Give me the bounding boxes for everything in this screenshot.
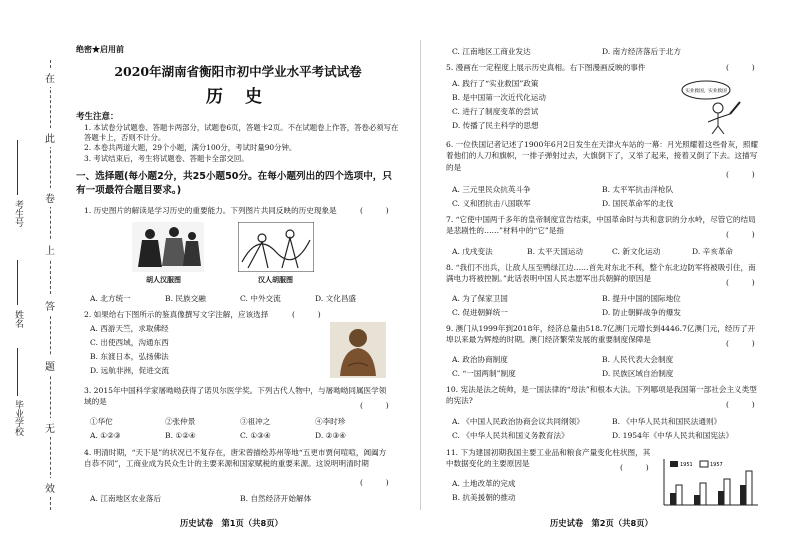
margin-char: 此	[43, 128, 57, 147]
confidential-mark: 绝密★启用前	[76, 44, 124, 54]
column-divider	[420, 40, 421, 510]
question-5-stem: 5. 漫画在一定程度上展示历史真相。右下图漫画反映的事件	[446, 63, 646, 72]
question-8-options	[452, 293, 752, 321]
candidate-number-line	[17, 140, 18, 195]
option-c[interactable]: C. 义和团抗击八国联军	[452, 199, 531, 208]
binding-margin	[0, 0, 70, 560]
option-d[interactable]: D. ②③④	[315, 431, 347, 440]
bar	[700, 483, 706, 505]
exam-title: 2020年湖南省衡阳市初中学业水平考试试卷	[114, 64, 362, 79]
question-7-options	[452, 246, 752, 258]
legend-swatch-1957	[700, 461, 708, 467]
bar	[676, 485, 682, 505]
image-caption: 汉人胡服图	[258, 276, 293, 284]
candidate-number-label: 考生号	[13, 200, 23, 227]
answer-bracket: ( )	[726, 339, 755, 348]
question-9-stem: 9. 澳门从1999年到2018年，经济总量由518.7亿澳门元增长到4446.7亿澳门元，经历了开埠以来最为辉煌的时期。澳门经济繁荣发展的重要制度保障是	[446, 324, 756, 345]
image-caption: 胡人汉服图	[146, 276, 181, 284]
option-d[interactable]: D. 文化昌盛	[315, 294, 357, 303]
answer-bracket: ( )	[726, 400, 755, 409]
note-item: 2. 本卷共两道大题，29个小题，满分100分，考试时量90分钟。	[84, 143, 297, 153]
question-2-stem: 2. 如果给右下图所示的鉴真像撰写文字注解，应该选择	[84, 310, 269, 319]
bar	[740, 485, 746, 505]
option-b[interactable]: B. 人民代表大会制度	[602, 355, 674, 364]
question-1-stem: 1. 历史图片的解读是学习历史的重要能力。下列图片共同反映的历史现象是	[84, 206, 337, 215]
option-b[interactable]: B. 太平军抗击洋枪队	[602, 185, 674, 194]
jianzhen-statue-image	[330, 322, 386, 378]
option-b[interactable]: B. 东渡日本，弘扬佛法	[90, 352, 169, 361]
option-c[interactable]: C. “一国两制”制度	[452, 369, 516, 378]
option-a[interactable]: A. 土地改革的完成	[452, 479, 516, 488]
option-b[interactable]: B. 太平天国运动	[527, 247, 583, 256]
cartoon-image	[678, 78, 748, 134]
option-a[interactable]: A. ①②③	[90, 431, 121, 440]
option-b[interactable]: B. 是中国第一次近代化运动	[452, 93, 546, 102]
option-a[interactable]: A. 政治协商制度	[452, 355, 508, 364]
option-a[interactable]: A. 北方统一	[90, 294, 131, 303]
question-10-options	[452, 416, 762, 444]
question-9-options	[452, 354, 752, 382]
school-label: 毕业学校	[13, 400, 23, 436]
question-2-options	[90, 323, 320, 383]
option-c[interactable]: C. ①③④	[240, 431, 271, 440]
name-label: 姓名	[13, 310, 23, 328]
legend-swatch-1951	[670, 461, 678, 467]
option-c[interactable]: C. 江南地区工商业发达	[452, 47, 531, 56]
option-b[interactable]: B. 《中华人民共和国民法通则》	[612, 417, 722, 426]
legend-1957: 1957	[710, 462, 723, 468]
option-b[interactable]: B. 抗美援朝的推动	[452, 493, 516, 502]
question-6-stem: 6. 一位佚国记者记述了1900年6月2日发生在天津火车站的一幕：月光照耀着这些骨灰，照耀着他们的人刀和旗帜，一排子弹射过去，大旗倒下了，又举了起来，接着又倒了下去。这描写的是	[446, 140, 759, 172]
margin-char: 卷	[43, 188, 57, 207]
question-4-options-cont	[452, 46, 752, 58]
question-11-options	[452, 478, 652, 506]
answer-bracket: ( )	[360, 401, 389, 410]
margin-char: 无	[43, 418, 57, 437]
answer-bracket: ( )	[360, 206, 389, 215]
option-d[interactable]: D. 辛亥革命	[692, 247, 734, 256]
option-b[interactable]: B. 提升中国的国际地位	[602, 294, 681, 303]
bar	[746, 471, 752, 505]
question-7-stem: 7. “它使中国两千多年的皇帝制度宣告结束，中国革命时与共和意识的分水岭，尽管它的结局是悲剧性的……”材料中的“它”是指	[446, 215, 756, 236]
margin-char: 效	[43, 478, 57, 497]
question-1-options	[90, 293, 390, 305]
bar	[670, 493, 676, 505]
note-item: 3. 考试结束后，考生将试题卷、答题卡全部交回。	[84, 153, 249, 163]
option-d[interactable]: D. 民族区域自治制度	[602, 369, 674, 378]
item-1: ①华佗	[90, 417, 113, 426]
option-a[interactable]: A. 践行了“实业救国”政策	[452, 79, 539, 88]
bar	[724, 479, 730, 505]
option-d[interactable]: D. 国民革命军的北伐	[602, 199, 674, 208]
question-6-options	[452, 184, 752, 212]
answer-bracket: ( )	[726, 63, 755, 72]
hu-in-han-dress-image	[132, 222, 204, 272]
option-a[interactable]: A. 三元里民众抗英斗争	[452, 185, 531, 194]
answer-bracket: ( )	[292, 310, 321, 319]
option-c[interactable]: C. 促进朝鲜统一	[452, 308, 508, 317]
option-b[interactable]: B. 民族交融	[165, 294, 206, 303]
option-a[interactable]: A. 江南地区农业落后	[90, 494, 162, 503]
item-3: ③祖冲之	[240, 417, 271, 426]
option-c[interactable]: C. 出使西域，沟通东西	[90, 338, 169, 347]
answer-bracket: ( )	[360, 478, 389, 487]
option-d[interactable]: D. 南方经济落后于北方	[602, 47, 681, 56]
option-c[interactable]: C. 新文化运动	[612, 247, 661, 256]
option-b[interactable]: B. 自然经济开始解体	[240, 494, 312, 503]
question-3-options	[90, 416, 390, 446]
page-footer-1: 历史试卷 第1页（共8页）	[180, 518, 283, 528]
speech-bubble-text: 实业救国，实业救国	[685, 89, 727, 94]
page-footer-2: 历史试卷 第2页（共8页）	[550, 518, 653, 528]
option-c[interactable]: C. 《中华人民共和国义务教育法》	[452, 431, 569, 440]
question-8-stem: 8. “我们不出兵，让敌人压至鸭绿江边……首先对东北不利，整个东北边防军将被吸引住，南满电力将被控制。”此话表明中国人民志愿军出兵朝鲜的原因是	[446, 263, 756, 284]
answer-bracket: ( )	[726, 230, 755, 239]
subject-title: 历 史	[206, 87, 270, 107]
option-c[interactable]: C. 进行了制度变革的尝试	[452, 107, 539, 116]
question-4-stem: 4. 明清时期，“天下是”的状况已不复存在，唐宋曾描绘苏州等地“五更市贾何喧喧，阊阖方自恭不同”，工商业成为民众生计的主要来源和国家赋税的重要来源。这说明明清时期	[84, 448, 387, 469]
option-a[interactable]: A. 《中国人民政治协商会议共同纲领》	[452, 417, 584, 426]
answer-bracket: ( )	[726, 278, 755, 287]
option-c[interactable]: C. 中外交流	[240, 294, 281, 303]
option-a[interactable]: A. 戊戌变法	[452, 247, 493, 256]
name-line	[17, 260, 18, 305]
margin-char: 上	[43, 240, 57, 259]
bar	[694, 495, 700, 505]
item-4: ④李时珍	[315, 417, 346, 426]
notes-list	[84, 123, 400, 164]
notes-heading: 考生注意：	[76, 112, 119, 122]
margin-char: 题	[43, 356, 57, 375]
option-d[interactable]: D. 防止朝鲜战争的爆发	[602, 308, 681, 317]
option-a[interactable]: A. 为了保家卫国	[452, 294, 508, 303]
option-a[interactable]: A. 西游天竺，求取佛经	[90, 324, 169, 333]
question-11-stem: 11. 下为建国初期我国主要工业品和粮食产量变化柱状图，其中数据变化的主要原因是	[446, 448, 651, 469]
option-d[interactable]: D. 传播了民主科学的思想	[452, 121, 539, 130]
margin-char: 答	[43, 296, 57, 315]
answer-bracket: ( )	[726, 170, 755, 179]
margin-char: 在	[43, 68, 57, 87]
section-heading: 一、选择题(每小题2分，共25小题50分。在每小题列出的四个选项中，只有一项最符合题目要求。)	[76, 171, 392, 197]
note-item: 1. 本试卷分试题卷、答题卡两部分，试题卷6页，答题卡2页。不在试题卷上作答，答卷必须写在答题卡上，否则不计分。	[84, 123, 399, 143]
question-10-stem: 10. 宪法是法之统帅，是一国法律的“母法”和根本大法。下列哪项是我国第一部社会主义类型的宪法?	[446, 385, 757, 406]
option-d[interactable]: D. 远航非洲，促进交流	[90, 366, 169, 375]
school-line	[17, 348, 18, 396]
legend-1951: 1951	[680, 462, 693, 468]
question-3-stem: 3. 2015年中国科学家屠呦呦获得了诺贝尔医学奖。下列古代人物中，与屠呦呦同属医学领域的是	[84, 386, 387, 407]
bar	[718, 491, 724, 505]
han-in-hu-dress-image	[238, 222, 314, 272]
item-2: ②张仲景	[165, 417, 196, 426]
production-bar-chart	[660, 455, 760, 511]
option-b[interactable]: B. ①②④	[165, 431, 196, 440]
question-4-options	[90, 493, 390, 505]
option-d[interactable]: D. 1954年《中华人民共和国宪法》	[612, 431, 734, 440]
answer-bracket: ( )	[620, 463, 649, 472]
question-5-options	[452, 78, 672, 138]
